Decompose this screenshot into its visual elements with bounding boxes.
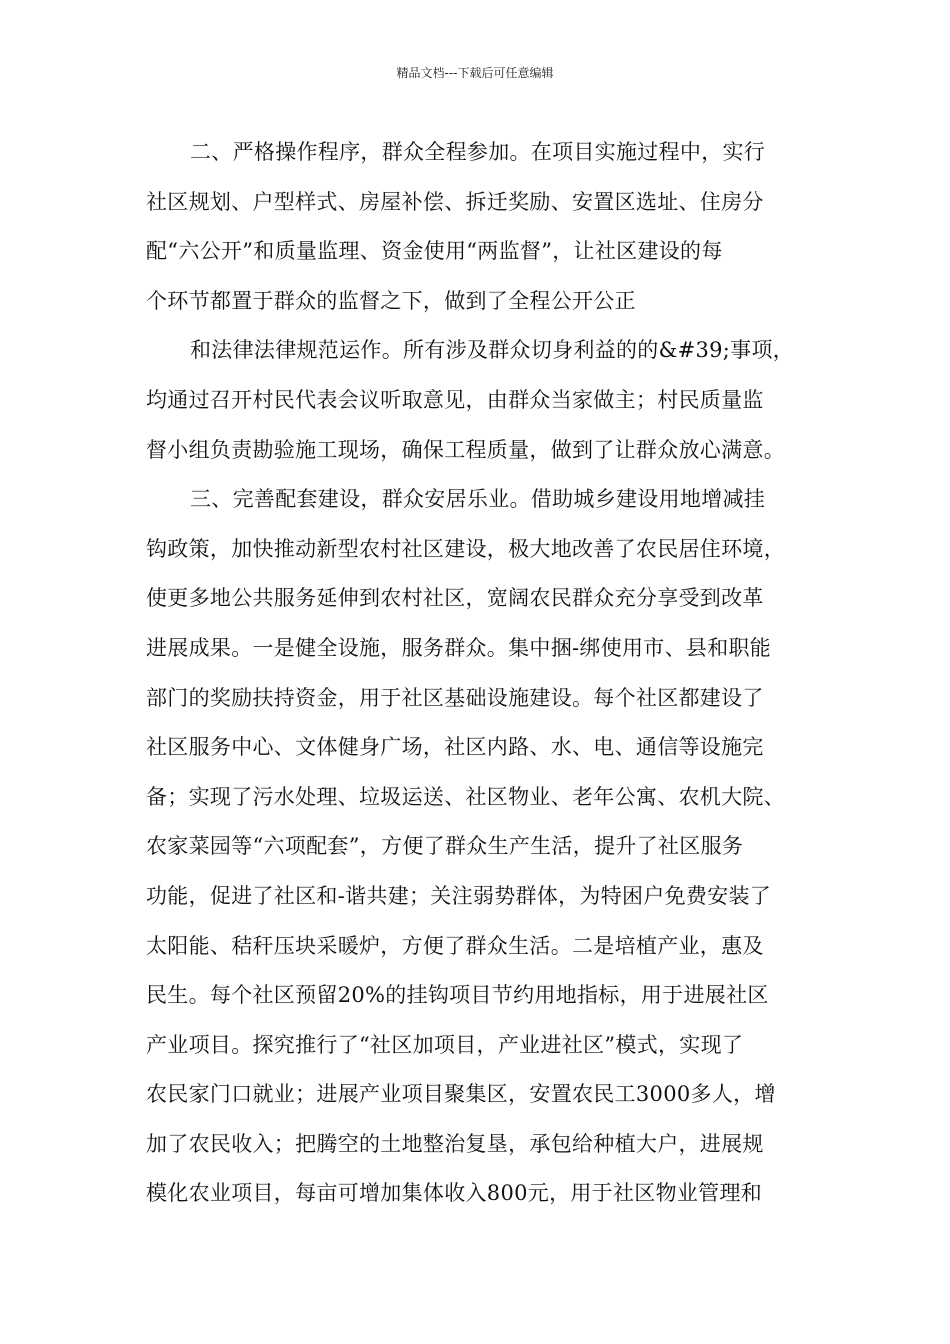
text-line: 民生。每个社区预留20%的挂钩项目节约用地指标，用于进展社区 bbox=[146, 983, 769, 1008]
text-line: 产业项目。探究推行了“社区加项目，产业进社区”模式，实现了 bbox=[146, 1032, 744, 1057]
text-line: 配“六公开”和质量监理、资金使用“两监督”，让社区建设的每 bbox=[146, 239, 723, 264]
text-line: 社区服务中心、文体健身广场，社区内路、水、电、通信等设施完 bbox=[146, 735, 764, 760]
text-line: 太阳能、秸秆压块采暖炉，方便了群众生活。二是培植产业，惠及 bbox=[146, 933, 764, 958]
text-line: 钩政策，加快推动新型农村社区建设，极大地改善了农民居住环境， bbox=[146, 536, 785, 561]
text-line: 使更多地公共服务延伸到农村社区，宽阔农民群众充分享受到改革 bbox=[146, 586, 764, 611]
text-line: 模化农业项目，每亩可增加集体收入800元，用于社区物业管理和 bbox=[146, 1181, 763, 1206]
text-line: 备；实现了污水处理、垃圾运送、社区物业、老年公寓、农机大院、 bbox=[146, 784, 785, 809]
text-line: 社区规划、户型样式、房屋补偿、拆迁奖励、安置区选址、住房分 bbox=[146, 189, 764, 214]
text-line: 均通过召开村民代表会议听取意见，由群众当家做主；村民质量监 bbox=[146, 387, 764, 412]
text-line: 农民家门口就业；进展产业项目聚集区，安置农民工3000多人，增 bbox=[146, 1082, 776, 1107]
text-line: 和法律法律规范运作。所有涉及群众切身利益的的&#39;事项， bbox=[190, 338, 795, 363]
text-line: 部门的奖励扶持资金，用于社区基础设施建设。每个社区都建设了 bbox=[146, 685, 764, 710]
text-line: 进展成果。一是健全设施，服务群众。集中捆-绑使用市、县和职能 bbox=[146, 635, 772, 660]
text-line: 督小组负责勘验施工现场，确保工程质量，做到了让群众放心满意。 bbox=[146, 437, 785, 462]
document-body bbox=[146, 128, 810, 1219]
text-line: 二、严格操作程序，群众全程参加。在项目实施过程中，实行 bbox=[190, 140, 766, 164]
text-line: 加了农民收入；把腾空的土地整治复垦，承包给种植大户，进展规 bbox=[146, 1131, 764, 1156]
text-line: 农家菜园等“六项配套”，方便了群众生产生活，提升了社区服务 bbox=[146, 834, 744, 859]
text-line: 三、完善配套建设，群众安居乐业。借助城乡建设用地增减挂 bbox=[190, 487, 766, 512]
text-line: 功能，促进了社区和-谐共建；关注弱势群体，为特困户免费安装了 bbox=[146, 883, 772, 908]
page-header: 精品文档---下载后可任意编辑 bbox=[396, 66, 554, 80]
text-line: 个环节都置于群众的监督之下，做到了全程公开公正 bbox=[146, 288, 636, 313]
